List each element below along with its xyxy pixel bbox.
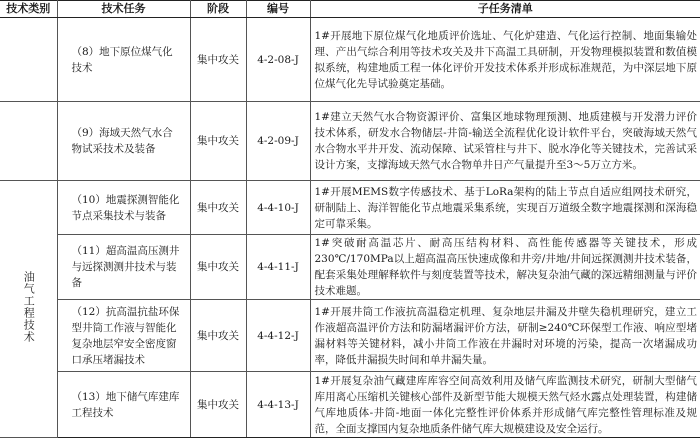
table-row bbox=[0, 372, 700, 438]
task-name: （12）抗高温抗盐环保型井筒工作液与智能化复杂地层窄安全密度窗口承压堵漏技术 bbox=[57, 300, 190, 372]
category-label: 油气工程技术 bbox=[22, 270, 36, 343]
table-row bbox=[0, 18, 700, 102]
table-row bbox=[0, 235, 700, 300]
task-stage: 集中攻关 bbox=[190, 372, 246, 438]
header-stage: 阶段 bbox=[190, 1, 246, 18]
task-stage: 集中攻关 bbox=[190, 18, 246, 102]
header-row bbox=[0, 1, 700, 18]
subtask-list: 1#建立天然气水合物资源评价、富集区地球物理预测、地质建模与开发潜力评价技术体系，研发水合物储层-井筒-输送全流程优化设计软件平台，突破海域天然气水合物水平井开发、流动保障、试采管柱与井下、脱水净化等关键技术，完善试采设计方案，支撑海域天然气水合物单井日产气量提升至3～5万立方米。 bbox=[310, 102, 700, 181]
header-subtasks: 子任务清单 bbox=[310, 1, 700, 18]
task-code: 4-4-11-J bbox=[246, 235, 310, 300]
subtask-list: 1#突破耐高温芯片、耐高压结构材料、高性能传感器等关键技术，形成230℃/170MPa以上超高温高压快速成像和井旁/井地/井间远探测测井技术装备，配套采集处理解释软件与刻度装置等技术，解决复杂油气藏的深远精细测量与评价技术难题。 bbox=[310, 235, 700, 300]
table-row bbox=[0, 181, 700, 235]
subtask-list: 1#开展MEMS数字传感技术、基于LoRa架构的陆上节点自适应组网技术研究，研制陆上、海洋智能化节点地震采集系统，实现百万道级全数字地震探测和深海稳定可靠采集。 bbox=[310, 181, 700, 235]
task-stage: 集中攻关 bbox=[190, 181, 246, 235]
task-stage: 集中攻关 bbox=[190, 300, 246, 372]
table-row bbox=[0, 102, 700, 181]
category-cell-previous bbox=[0, 102, 57, 181]
task-code: 4-4-12-J bbox=[246, 300, 310, 372]
task-code: 4-2-09-J bbox=[246, 102, 310, 181]
task-code: 4-4-13-J bbox=[246, 372, 310, 438]
header-task: 技术任务 bbox=[57, 1, 190, 18]
task-name: （10）地震探测智能化节点采集技术与装备 bbox=[57, 181, 190, 235]
subtask-list: 1#开展复杂油气藏建库库容空间高效利用及储气库监测技术研究，研制大型储气库用离心压缩机关键核心部件及新型节能大规模天然气烃水露点处理装置，构建储气库地质体-井筒-地面一体化完整性评价体系并形成储气库完整性管理标准及规范，全面支撑国内复杂地质条件储气库大规模建设及安全运行。 bbox=[310, 372, 700, 438]
subtask-list: 1#开展地下原位煤气化地质评价选址、气化炉建造、气化运行控制、地面集输处理、产出气综合利用等技术攻关及井下高温工具研制，开发物理模拟装置和数值模拟系统，构建地质工程一体化评价开发技术体系并形成标准规范，为中深层地下原位煤气化先导试验奠定基础。 bbox=[310, 18, 700, 102]
task-name: （9）海域天然气水合物试采技术及装备 bbox=[57, 102, 190, 181]
category-cell bbox=[0, 181, 57, 438]
table-row bbox=[0, 300, 700, 372]
task-code: 4-4-10-J bbox=[246, 181, 310, 235]
header-code: 编号 bbox=[246, 1, 310, 18]
header-category: 技术类别 bbox=[0, 1, 57, 18]
task-name: （8）地下原位煤气化技术 bbox=[57, 18, 190, 102]
task-name: （13）地下储气库建库工程技术 bbox=[57, 372, 190, 438]
task-stage: 集中攻关 bbox=[190, 235, 246, 300]
subtask-list: 1#开展井筒工作液抗高温稳定机理、复杂地层井漏及井壁失稳机理研究，建立工作液超高温评价方法和防漏堵漏评价方法，研制≥240℃环保型工作液、响应型堵漏材料等关键材料，减小井筒工作液在井漏时对环境的污染，提高一次堵漏成功率，降低井漏损失时间和单井漏失量。 bbox=[310, 300, 700, 372]
category-cell-previous bbox=[0, 18, 57, 102]
task-name: （11）超高温高压测井与远探测测井技术与装备 bbox=[57, 235, 190, 300]
task-code: 4-2-08-J bbox=[246, 18, 310, 102]
task-stage: 集中攻关 bbox=[190, 102, 246, 181]
